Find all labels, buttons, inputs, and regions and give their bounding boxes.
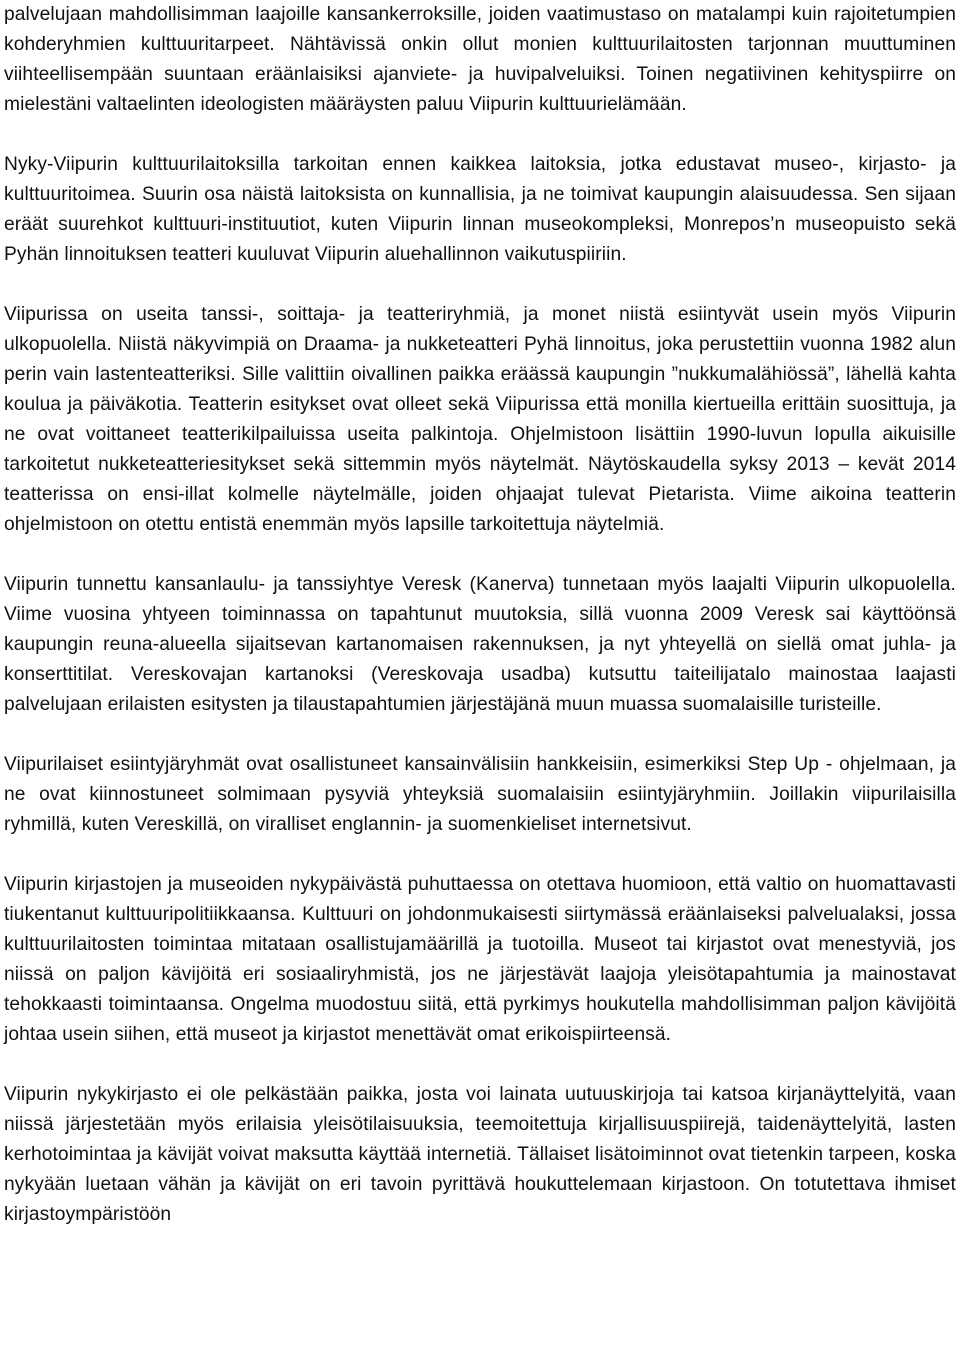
paragraph-7: [4, 1080, 956, 1230]
paragraph-5: [4, 750, 956, 840]
document-page: [4, 0, 956, 1230]
sentence: Tällaiset lisätoiminnot ovat tietenkin tarpeen, koska nykyään luetaan vähän ja kävijät on eri tavoin pyrittävä houkuttelemaan kirjastoon.: [4, 1144, 956, 1195]
sentence: Nähtävissä onkin ollut monien kulttuurilaitosten tarjonnan muuttuminen viihteellisempään suuntaan eräänlaisiksi ajanviete- ja huvipalveluiksi.: [4, 34, 956, 85]
paragraph-4: [4, 570, 956, 720]
sentence: Viime vuosina yhtyeen toiminnassa on tapahtunut muutoksia, sillä vuonna 2009 Veresk sai käyttöönsä kaupungin reuna-alueella sijaitsevan kartanomaisen rakennuksen, ja nyt yhteyellä on siellä omat juhla- ja konserttitilat.: [4, 604, 956, 685]
sentence: Teatterin esitykset ovat olleet sekä Viipurissa että monilla kiertueilla erittäin suosittuja, ja ne ovat voittaneet teatterikilpailuissa useita palkintoja.: [4, 394, 957, 445]
sentence: Viipurin tunnettu kansanlaulu- ja tanssiyhtye Veresk (Kanerva) tunnetaan myös laajalti Viipurin ulkopuolella.: [4, 574, 956, 595]
sentence: Viipurin nykykirjasto ei ole pelkästään paikka, josta voi lainata uutuuskirjoja tai katsoa kirjanäyttelyitä, vaan niissä järjestetään myös erilaisia yleisötilaisuuksia, teemoitettuja kirjallisuuspiirejä, taidenäyttelyitä, lasten kerhotoimintaa ja kävijät voivat maksutta käyttää internetiä.: [4, 1084, 956, 1165]
sentence: On totutettava ihmiset kirjastoympäristöön: [4, 1174, 956, 1225]
sentence: Suurin osa näistä laitoksista on kunnallisia, ja ne toimivat kaupungin alaisuudessa.: [135, 184, 859, 205]
sentence: Viipurin kirjastojen ja museoiden nykypäivästä puhuttaessa on otettava huomioon, että valtio on huomattavasti tiukentanut kulttuuripolitiikkaansa.: [4, 874, 956, 925]
sentence: Viipurilaiset esiintyjäryhmät ovat osallistuneet kansainvälisiin hankkeisiin, esimerkiksi Step Up - ohjelmaan, ja ne ovat kiinnostuneet solmimaan pysyviä yhteyksiä suomalaisiin esiintyjäryhmiin.: [4, 754, 956, 805]
sentence: Museot tai kirjastot ovat menestyviä, jos niissä on paljon kävijöitä eri sosiaaliryhmistä, jos ne järjestävät laajoja yleisötapahtumia ja mainostavat tehokkaasti toimintaansa.: [4, 934, 956, 1015]
sentence: Näytöskaudella syksy 2013 – kevät 2014 teatterissa on ensi-illat kolmelle näytelmälle, joiden ohjaajat tulevat Pietarista.: [4, 454, 956, 505]
paragraph-2: [4, 150, 956, 270]
paragraph-1: [4, 0, 956, 120]
sentence: palvelujaan mahdollisimman laajoille kansankerroksille, joiden vaatimustaso on matalampi kuin rajoitetumpien kohderyhmien kulttuuritarpeet.: [4, 4, 956, 55]
sentence: Viipurissa on useita tanssi-, soittaja- ja teatteriryhmiä, ja monet niistä esiintyvät usein myös Viipurin ulkopuolella.: [4, 304, 956, 355]
sentence: Ohjelmistoon lisättiin 1990-luvun lopulla aikuisille tarkoitetut nukketeatteriesitykset sekä sittemmin myös näytelmät.: [4, 424, 957, 475]
paragraph-6: [4, 870, 956, 1050]
sentence: Nyky-Viipurin kulttuurilaitoksilla tarkoitan ennen kaikkea laitoksia, jotka edustavat museo-, kirjasto- ja kulttuuritoimea.: [4, 154, 956, 205]
sentence: Vereskovajan kartanoksi (Vereskovaja usadba) kutsuttu taiteilijatalo mainostaa laajasti palvelujaan erilaisten esitysten ja tilaustapahtumien järjestäjänä muun muassa suomalaisille turisteille.: [4, 664, 956, 715]
sentence: Sille valittiin oivallinen paikka eräässä kaupungin ”nukkumalähiössä”, lähellä kahta koulua ja päiväkotia.: [4, 364, 956, 415]
sentence: Toinen negatiivinen kehityspiirre on mielestäni valtaelinten ideologisten määräysten paluu Viipurin kulttuurielämään.: [4, 64, 956, 115]
sentence: Sen sijaan eräät suurehkot kulttuuri-instituutiot, kuten Viipurin linnan museokompleksi, Monrepos’n museopuisto sekä Pyhän linnoituksen teatteri kuuluvat Viipurin aluehallinnon vaikutuspiiriin.: [4, 184, 956, 265]
sentence: Ongelma muodostuu siitä, että pyrkimys houkutella mahdollisimman paljon kävijöitä johtaa usein siihen, että museot ja kirjastot menettävät omat erikoispiirteensä.: [4, 994, 956, 1045]
sentence: Viime aikoina teatterin ohjelmistoon on otettu entistä enemmän myös lapsille tarkoitettuja näytelmiä.: [4, 484, 956, 535]
sentence: Joillakin viipurilaisilla ryhmillä, kuten Vereskillä, on viralliset englannin- ja suomenkieliset internetsivut.: [4, 784, 956, 835]
sentence: Kulttuuri on johdonmukaisesti siirtymässä eräänlaiseksi palvelualaksi, jossa kulttuurilaitosten toimintaa mitataan osallistujamäärillä ja tuotoilla.: [4, 904, 957, 955]
paragraph-3: [4, 300, 956, 540]
sentence: Niistä näkyvimpiä on Draama- ja nukketeatteri Pyhä linnoitus, joka perustettiin vuonna 1982 alun perin vain lastenteatteriksi.: [4, 334, 956, 385]
